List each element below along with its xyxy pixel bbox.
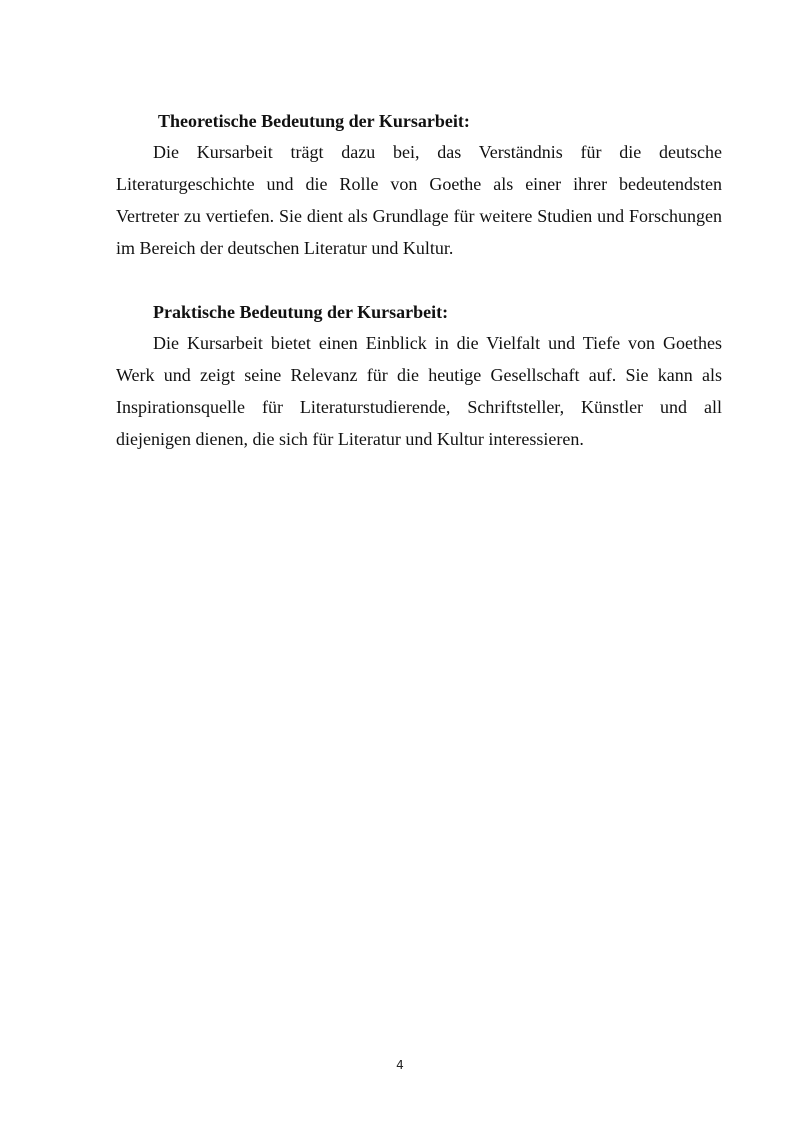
section-heading: Praktische Bedeutung der Kursarbeit: (153, 302, 449, 322)
page-content (116, 106, 722, 455)
section-paragraph: Die Kursarbeit bietet einen Einblick in die Vielfalt und Tiefe von Goethes Werk und zeigt seine Relevanz für die heutige Gesellschaft auf. Sie kann als Inspirationsquelle für Literaturstudierende, Schriftsteller, Künstler und all diejenigen dienen, die sich für Literatur und Kultur interessieren. (116, 333, 722, 449)
page-number: 4 (396, 1058, 404, 1072)
section-paragraph: Die Kursarbeit trägt dazu bei, das Verständnis für die deutsche Literaturgeschichte und die Rolle von Goethe als einer ihrer bedeutendsten Vertreter zu vertiefen. Sie dient als Grundlage für weitere Studien und Forschungen im Bereich der deutschen Literatur und Kultur. (116, 142, 722, 258)
section-theoretical-significance (116, 106, 722, 264)
section-practical-significance (116, 297, 722, 455)
section-heading: Theoretische Bedeutung der Kursarbeit: (158, 111, 470, 131)
